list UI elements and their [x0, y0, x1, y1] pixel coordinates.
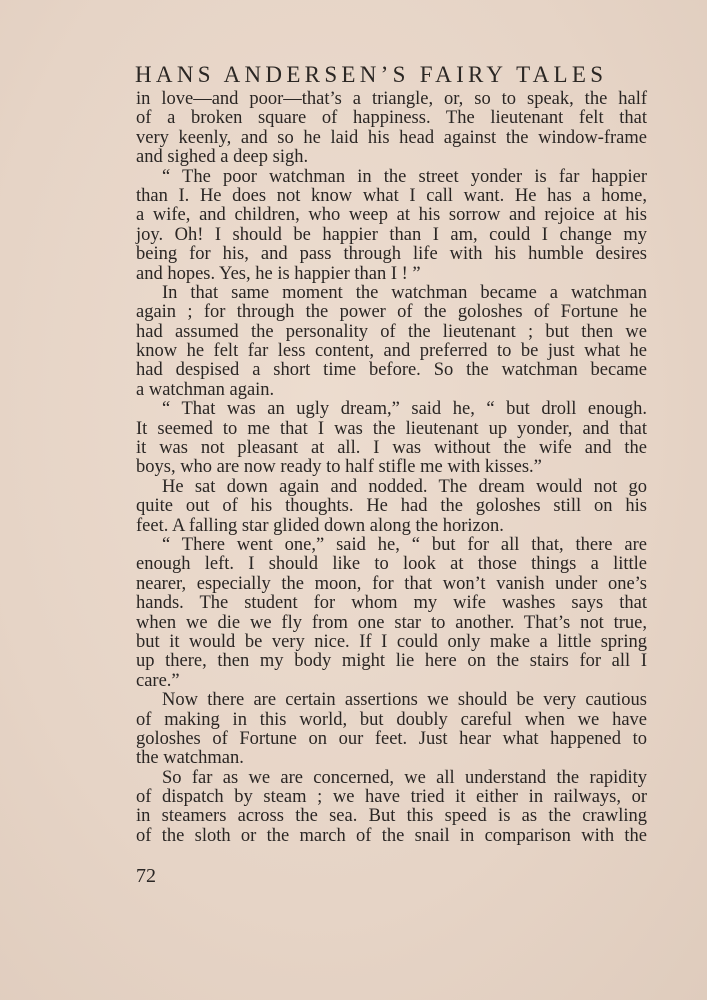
text-line: had despised a short time before. So the watchman became	[136, 360, 647, 381]
text-line: boys, who are now ready to half stifle me with kisses.”	[136, 457, 542, 478]
running-head: HANS ANDERSEN’S FAIRY TALES	[135, 62, 608, 87]
text-line: and hopes. Yes, he is happier than I ! ”	[136, 263, 421, 284]
text-line: enough left. I should like to look at those things a little	[136, 554, 647, 575]
page-number: 72	[136, 865, 156, 887]
text-line: again ; for through the power of the goloshes of Fortune he	[136, 302, 647, 323]
body-text	[136, 90, 647, 846]
text-line: a wife, and children, who weep at his sorrow and rejoice at his	[136, 205, 647, 226]
text-line: of dispatch by steam ; we have tried it either in railways, or	[136, 787, 647, 808]
text-line: in steamers across the sea. But this speed is as the crawling	[136, 806, 647, 827]
text-line: Now there are certain assertions we should be very cautious	[162, 690, 647, 711]
text-line: but it would be very nice. If I could only make a little spring	[136, 631, 647, 652]
text-line: of a broken square of happiness. The lieutenant felt that	[136, 108, 647, 129]
text-line: being for his, and pass through life with his humble desires	[136, 244, 647, 265]
text-line: a watchman again.	[136, 379, 275, 400]
text-line: very keenly, and so he laid his head against the window-frame	[136, 127, 647, 148]
text-line: had assumed the personality of the lieutenant ; but then we	[136, 321, 647, 342]
text-line: quite out of his thoughts. He had the goloshes still on his	[136, 496, 647, 517]
text-line: up there, then my body might lie here on the stairs for all I	[136, 651, 647, 672]
text-line: it was not pleasant at all. I was without the wife and the	[136, 438, 647, 459]
text-line: goloshes of Fortune on our feet. Just hear what happened to	[136, 728, 647, 749]
text-line: the watchman.	[136, 748, 244, 769]
text-line: He sat down again and nodded. The dream would not go	[162, 476, 647, 497]
text-line: In that same moment the watchman became a watchman	[162, 282, 647, 303]
text-line: of the sloth or the march of the snail in comparison with the	[136, 825, 647, 846]
text-line: and sighed a deep sigh.	[136, 147, 309, 168]
text-line: “ There went one,” said he, “ but for all that, there are	[162, 534, 647, 555]
text-line: joy. Oh! I should be happier than I am, could I change my	[136, 224, 647, 245]
text-line: know he felt far less content, and preferred to be just what he	[136, 341, 647, 362]
text-line: So far as we are concerned, we all understand the rapidity	[162, 767, 647, 788]
text-line: care.”	[136, 670, 180, 691]
text-line: of making in this world, but doubly careful when we have	[136, 709, 647, 730]
text-line: hands. The student for whom my wife washes says that	[136, 593, 647, 614]
text-line: “ That was an ugly dream,” said he, “ but droll enough.	[162, 399, 647, 420]
text-line: when we die we fly from one star to another. That’s not true,	[136, 612, 647, 633]
text-line: It seemed to me that I was the lieutenant up yonder, and that	[136, 418, 647, 439]
text-line: than I. He does not know what I call want. He has a home,	[136, 185, 647, 206]
text-line: nearer, especially the moon, for that won’t vanish under one’s	[136, 573, 647, 594]
text-line: “ The poor watchman in the street yonder is far happier	[162, 166, 647, 187]
text-line: in love—and poor—that’s a triangle, or, so to speak, the half	[136, 89, 647, 109]
text-line: feet. A falling star glided down along the horizon.	[136, 515, 504, 536]
